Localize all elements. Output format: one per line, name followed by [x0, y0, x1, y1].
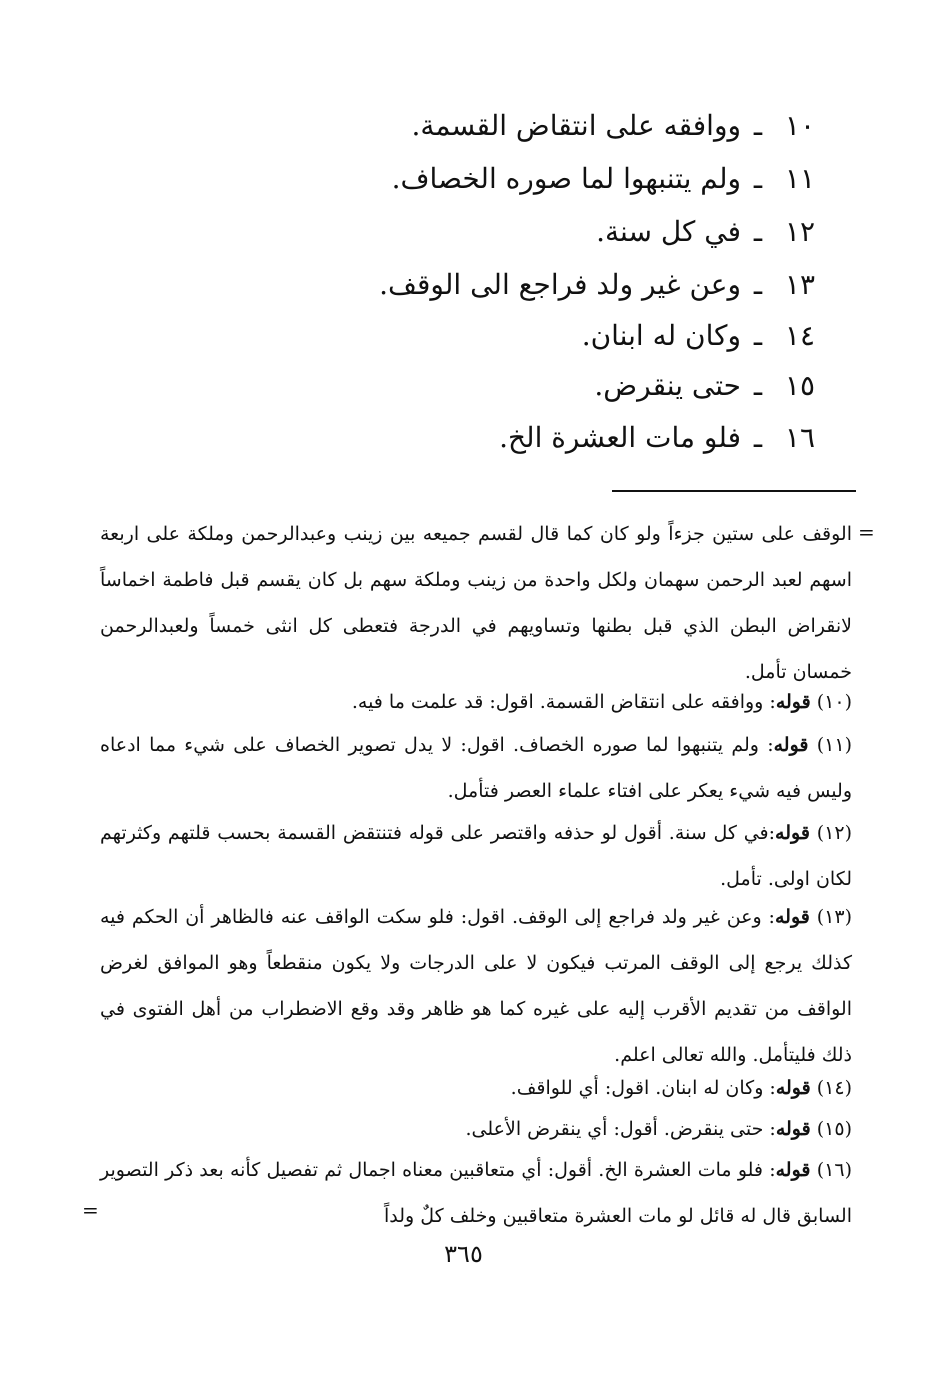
item-dash: ـ: [753, 214, 763, 248]
footnote-text: :في كل سنة. أقول لو حذفه واقتصر على قوله فتنتقض القسمة بحسب قلتهم وكثرتهم لكان اولى. تأمل.: [100, 822, 852, 890]
item-dash: ـ: [753, 420, 763, 454]
item-dash: ـ: [753, 318, 763, 352]
item-number: ١٦: [784, 420, 815, 454]
footnote-ref: (١٤): [816, 1077, 852, 1099]
footnote-keyword: قوله: [775, 822, 810, 844]
item-text: حتى ينقرض.: [594, 368, 741, 402]
footnote-keyword: قوله: [774, 906, 810, 928]
item-number: ١٠: [784, 108, 815, 142]
footnote-text: : حتى ينقرض. أقول: أي ينقرض الأعلى.: [465, 1118, 776, 1140]
list-item: [295, 257, 815, 311]
continuation-marker-end: =: [82, 1198, 99, 1222]
footnote-text: : ولم يتنبهوا لما صوره الخصاف. اقول: لا يدل تصوير الخصاف على شيء مما ادعاه وليس فيه شيء يعكر على افتاء علماء العصر فتأمل.: [100, 734, 852, 802]
continuation-marker: =: [858, 520, 875, 544]
list-item: [295, 308, 815, 362]
footnote-text: : وكان له ابنان. اقول: أي للواقف.: [510, 1077, 776, 1099]
footnote-intro: الوقف على ستين جزءاً ولو كان كما قال لقسم جميعه بين زينب وعبدالرحمن وملكة على اربعة اسهم لعبد الرحمن سهمان ولكل واحدة من زينب وملكة سهم بل كان يقسم قبل فاطمة اخماساً لانقراض البطن الذي قبل بطنها وتساويهم في الدرجة فتعطى كل انثى خمساً ولعبدالرحمن خمسان تأمل.: [100, 523, 852, 683]
footnote-ref: (١٠): [816, 691, 852, 713]
footnote-keyword: قوله: [773, 734, 809, 756]
item-number: ١١: [784, 161, 815, 195]
item-dash: ـ: [753, 108, 763, 142]
footnote-text: : وعن غير ولد فراجع إلى الوقف. اقول: فلو سكت الواقف عنه فالظاهر أن الحكم فيه كذلك يرجع إلى الوقف المرتب فيكون لا على الدرجات ولا يكون منقطعاً وهو الموافق لغرض الواقف من تقديم الأقرب إليه على غيره كما هو ظاهر وقد وقع الاضطراب من أهل الفتوى في ذلك فليتأمل. والله تعالى اعلم.: [100, 906, 852, 1066]
list-item: [295, 358, 815, 412]
footnote-16: [100, 1147, 852, 1239]
page-number: ٣٦٥: [444, 1240, 483, 1268]
item-dash: ـ: [753, 368, 763, 402]
item-text: ولم يتنبهوا لما صوره الخصاف.: [391, 161, 741, 195]
item-text: وكان له ابنان.: [581, 318, 741, 352]
item-text: في كل سنة.: [596, 214, 741, 248]
item-dash: ـ: [753, 267, 763, 301]
footnote-ref: (١٣): [816, 906, 852, 928]
footnote-ref: (١٢): [816, 822, 852, 844]
item-number: ١٣: [784, 267, 815, 301]
footnote-keyword: قوله: [775, 1077, 811, 1099]
footnote-keyword: قوله: [775, 1118, 811, 1140]
footnote-text: : فلو مات العشرة الخ. أقول: أي متعاقبين معناه اجمال ثم تفصيل كأنه بعد ذكر التصوير السابق قال له قائل لو مات العشرة متعاقبين وخلف كلٌ ولداً: [100, 1159, 852, 1227]
item-dash: ـ: [753, 161, 763, 195]
footnote-keyword: قوله: [775, 1159, 811, 1181]
item-number: ١٤: [784, 318, 815, 352]
item-number: ١٥: [784, 368, 815, 402]
footnote-ref: (١٥): [816, 1118, 852, 1140]
list-item: [295, 151, 815, 205]
footnote-ref: (١٦): [816, 1159, 852, 1181]
footnote-15: [100, 1106, 852, 1152]
footnote-11: [100, 722, 852, 814]
footnote-text: : ووافقه على انتقاض القسمة. اقول: قد علمت ما فيه.: [351, 691, 776, 713]
footnote-12: [100, 810, 852, 902]
item-text: وعن غير ولد فراجع الى الوقف.: [379, 267, 741, 301]
item-text: ووافقه على انتقاض القسمة.: [411, 108, 741, 142]
footnote-ref: (١١): [816, 734, 852, 756]
footnote-13: [100, 894, 852, 1078]
list-item: [295, 204, 815, 258]
footnote-separator: [612, 490, 856, 492]
footnote-10: [100, 679, 852, 725]
list-item: [295, 98, 815, 152]
footnote-14: [100, 1065, 852, 1111]
list-item: [295, 410, 815, 464]
footnote-keyword: قوله: [775, 691, 811, 713]
item-number: ١٢: [784, 214, 815, 248]
item-text: فلو مات العشرة الخ.: [499, 420, 741, 454]
